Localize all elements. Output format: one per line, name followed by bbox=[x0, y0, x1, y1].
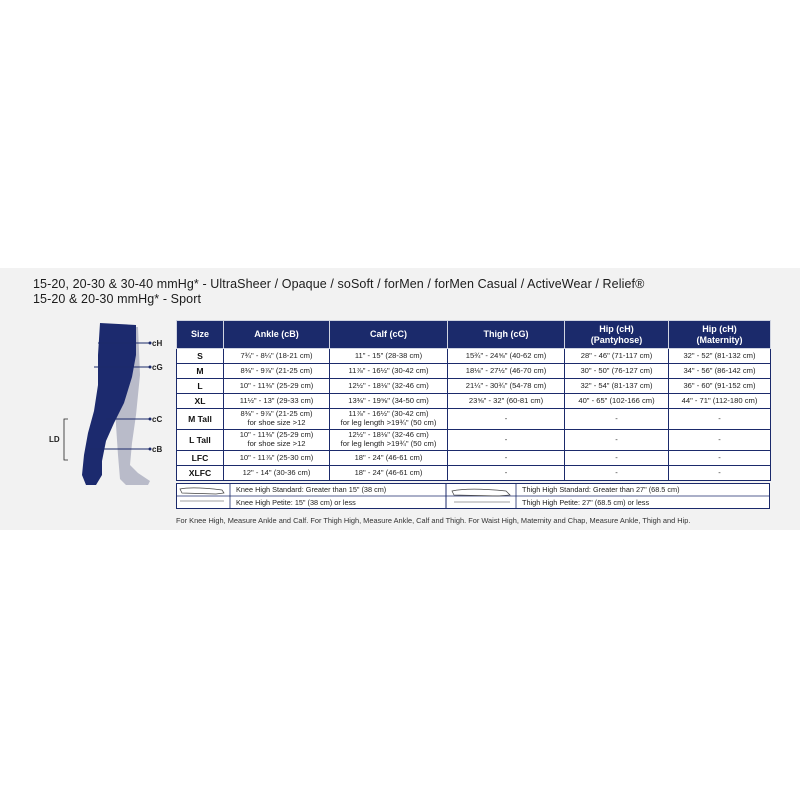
calf-cell-text: 18" - 24" (46-61 cm) bbox=[354, 452, 423, 462]
calf-cell bbox=[330, 430, 448, 451]
size-cell bbox=[177, 394, 224, 409]
hip-pantyhose-cell-text: 32" - 54" (81-137 cm) bbox=[580, 380, 653, 390]
column-header-text: Calf (cC) bbox=[369, 329, 407, 339]
size-cell-text: M Tall bbox=[188, 413, 212, 424]
hip-maternity-cell bbox=[669, 466, 771, 481]
hip-pantyhose-cell-text: - bbox=[615, 452, 618, 462]
calf-cell-text: 11⅞" - 16½" (30-42 cm) bbox=[348, 409, 429, 419]
hip-maternity-cell-text: - bbox=[718, 434, 721, 444]
hip-pantyhose-cell-text: 28" - 46" (71-117 cm) bbox=[580, 350, 653, 360]
hip-maternity-cell bbox=[669, 451, 771, 466]
hip-maternity-cell bbox=[669, 349, 771, 364]
ankle-cell-text: 8⅜" - 9⅞" (21-25 cm) bbox=[240, 365, 313, 375]
ankle-cell-text: 8⅜" - 9⅞" (21-25 cm) bbox=[240, 409, 313, 419]
hip-pantyhose-cell-text: 40" - 65" (102-166 cm) bbox=[578, 395, 655, 405]
table-row bbox=[177, 409, 771, 430]
hip-maternity-cell-text: 44" - 71" (112-180 cm) bbox=[681, 395, 758, 405]
hip-maternity-cell-text: 36" - 60" (91-152 cm) bbox=[683, 380, 756, 390]
calf-cell bbox=[330, 394, 448, 409]
ankle-cell-text: for shoe size >12 bbox=[247, 418, 306, 427]
ankle-cell bbox=[224, 409, 330, 430]
ankle-cell-text: 7¾" - 8¼" (18-21 cm) bbox=[240, 350, 313, 360]
size-chart-table bbox=[176, 320, 771, 481]
hip-pantyhose-cell bbox=[565, 409, 669, 430]
ankle-cell-text: 12" - 14" (30-36 cm) bbox=[242, 467, 311, 477]
table-row bbox=[177, 394, 771, 409]
label-cC: cC bbox=[152, 415, 163, 424]
thigh-cell-text: 21¼" - 30¾" (54-78 cm) bbox=[465, 380, 547, 390]
thigh-cell bbox=[448, 430, 565, 451]
calf-cell-text: 13⅜" - 19⅝" (34-50 cm) bbox=[348, 395, 429, 405]
thigh-cell bbox=[448, 364, 565, 379]
calf-cell bbox=[330, 466, 448, 481]
ankle-cell bbox=[224, 466, 330, 481]
column-header-text: Ankle (cB) bbox=[254, 329, 299, 339]
leg-measurement-figure bbox=[28, 315, 178, 495]
thigh-cell-text: - bbox=[504, 413, 508, 423]
calf-cell bbox=[330, 409, 448, 430]
label-cH: cH bbox=[152, 339, 163, 348]
calf-cell-text: 11" - 15" (28-38 cm) bbox=[354, 350, 423, 360]
table-row bbox=[177, 349, 771, 364]
calf-cell-text: 18" - 24" (46-61 cm) bbox=[354, 467, 423, 477]
column-header-text: Thigh (cG) bbox=[483, 329, 529, 339]
size-cell-text: XLFC bbox=[188, 467, 212, 478]
hip-pantyhose-cell bbox=[565, 430, 669, 451]
hip-pantyhose-cell bbox=[565, 466, 669, 481]
hip-maternity-cell-text: 34" - 56" (86-142 cm) bbox=[683, 365, 756, 375]
size-cell bbox=[177, 379, 224, 394]
column-header-text: Hip (cH) bbox=[599, 323, 634, 334]
label-LD: LD bbox=[49, 435, 60, 444]
product-heading: 15-20, 20-30 & 30-40 mmHg* - UltraSheer / Opaque / soSoft / forMen / forMen Casual / ActiveWear / Relief® bbox=[33, 277, 645, 291]
product-subheading: 15-20 & 20-30 mmHg* - Sport bbox=[33, 292, 202, 306]
table-row bbox=[177, 379, 771, 394]
label-cG: cG bbox=[152, 363, 163, 372]
ankle-cell-text: 10" - 11⅜" (25-29 cm) bbox=[239, 430, 314, 440]
label-cB: cB bbox=[152, 445, 163, 454]
size-cell-text: L bbox=[197, 380, 203, 391]
ankle-cell-text: 10" - 11⅞" (25-30 cm) bbox=[239, 452, 314, 462]
table-row bbox=[177, 451, 771, 466]
thigh-cell-text: 23⅝" - 32" (60-81 cm) bbox=[468, 395, 544, 405]
calf-cell-text: for leg length >19¾" (50 cm) bbox=[340, 439, 437, 448]
hip-pantyhose-cell-text: 30" - 50" (76-127 cm) bbox=[580, 365, 653, 375]
size-cell bbox=[177, 430, 224, 451]
column-header-text: Size bbox=[190, 329, 209, 339]
table-row bbox=[177, 364, 771, 379]
ankle-cell bbox=[224, 349, 330, 364]
hip-maternity-cell bbox=[669, 379, 771, 394]
hip-maternity-cell bbox=[669, 430, 771, 451]
hip-maternity-cell-text: - bbox=[718, 413, 721, 423]
column-header-text: (Maternity) bbox=[696, 334, 743, 345]
hip-maternity-cell bbox=[669, 394, 771, 409]
ankle-cell bbox=[224, 379, 330, 394]
hip-maternity-cell-text: 32" - 52" (81-132 cm) bbox=[683, 350, 756, 360]
size-cell bbox=[177, 466, 224, 481]
knee-high-standard: Knee High Standard: Greater than 15" (38 cm) bbox=[236, 485, 387, 494]
size-cell-text: S bbox=[197, 350, 203, 361]
calf-cell bbox=[330, 349, 448, 364]
thigh-cell-text: - bbox=[504, 467, 508, 477]
size-cell-text: XL bbox=[194, 395, 206, 406]
table-body bbox=[177, 349, 771, 481]
table-row bbox=[177, 430, 771, 451]
size-cell-text: LFC bbox=[191, 452, 209, 463]
hip-pantyhose-cell-text: - bbox=[615, 413, 618, 423]
measurement-footnote: For Knee High, Measure Ankle and Calf. For Thigh High, Measure Ankle, Calf and Thigh. For Waist High, Maternity and Chap, Measure Ankle, Thigh and Hip. bbox=[176, 516, 691, 525]
column-header bbox=[448, 321, 565, 349]
column-header bbox=[330, 321, 448, 349]
hip-maternity-cell-text: - bbox=[718, 467, 721, 477]
hip-pantyhose-cell bbox=[565, 451, 669, 466]
hip-pantyhose-cell bbox=[565, 349, 669, 364]
hip-pantyhose-cell bbox=[565, 394, 669, 409]
hip-pantyhose-cell-text: - bbox=[615, 434, 618, 444]
ankle-cell bbox=[224, 451, 330, 466]
ankle-cell bbox=[224, 364, 330, 379]
size-cell-text: L Tall bbox=[189, 434, 211, 445]
hip-maternity-cell bbox=[669, 409, 771, 430]
thigh-cell bbox=[448, 466, 565, 481]
size-cell bbox=[177, 451, 224, 466]
thigh-cell bbox=[448, 349, 565, 364]
size-cell bbox=[177, 364, 224, 379]
column-header-text: Hip (cH) bbox=[702, 323, 737, 334]
ankle-cell-text: for shoe size >12 bbox=[247, 439, 306, 448]
calf-cell bbox=[330, 379, 448, 394]
hip-maternity-cell-text: - bbox=[718, 452, 721, 462]
thigh-high-petite: Thigh High Petite: 27" (68.5 cm) or less bbox=[522, 498, 650, 507]
column-header bbox=[565, 321, 669, 349]
calf-cell-text: 12½" - 18⅛" (32-46 cm) bbox=[348, 430, 429, 440]
table-row bbox=[177, 466, 771, 481]
size-cell bbox=[177, 409, 224, 430]
thigh-cell-text: 18⅛" - 27½" (46-70 cm) bbox=[465, 365, 547, 375]
ankle-cell bbox=[224, 394, 330, 409]
ankle-cell-text: 11½" - 13" (29-33 cm) bbox=[239, 395, 314, 405]
thigh-cell-text: - bbox=[504, 452, 508, 462]
column-header bbox=[669, 321, 771, 349]
thigh-cell bbox=[448, 451, 565, 466]
thigh-cell bbox=[448, 394, 565, 409]
thigh-cell bbox=[448, 409, 565, 430]
hip-pantyhose-cell bbox=[565, 379, 669, 394]
size-cell bbox=[177, 349, 224, 364]
hip-maternity-cell bbox=[669, 364, 771, 379]
thigh-cell-text: - bbox=[504, 434, 508, 444]
hip-pantyhose-cell bbox=[565, 364, 669, 379]
calf-cell-text: 12½" - 18⅛" (32-46 cm) bbox=[348, 380, 429, 390]
ankle-cell bbox=[224, 430, 330, 451]
knee-high-petite: Knee High Petite: 15" (38 cm) or less bbox=[236, 498, 356, 507]
size-cell-text: M bbox=[196, 365, 204, 376]
ankle-cell-text: 10" - 11⅜" (25-29 cm) bbox=[239, 380, 314, 390]
table-header-row bbox=[177, 321, 771, 349]
column-header bbox=[177, 321, 224, 349]
calf-cell-text: 11⅞" - 16½" (30-42 cm) bbox=[348, 365, 429, 375]
calf-cell bbox=[330, 451, 448, 466]
height-legend bbox=[176, 483, 770, 509]
thigh-cell-text: 15¾" - 24⅝" (40-62 cm) bbox=[465, 350, 547, 360]
hip-pantyhose-cell-text: - bbox=[615, 467, 618, 477]
column-header-text: (Pantyhose) bbox=[590, 334, 643, 345]
thigh-high-standard: Thigh High Standard: Greater than 27" (68.5 cm) bbox=[522, 485, 680, 494]
column-header bbox=[224, 321, 330, 349]
thigh-cell bbox=[448, 379, 565, 394]
calf-cell-text: for leg length >19¾" (50 cm) bbox=[340, 418, 437, 427]
calf-cell bbox=[330, 364, 448, 379]
